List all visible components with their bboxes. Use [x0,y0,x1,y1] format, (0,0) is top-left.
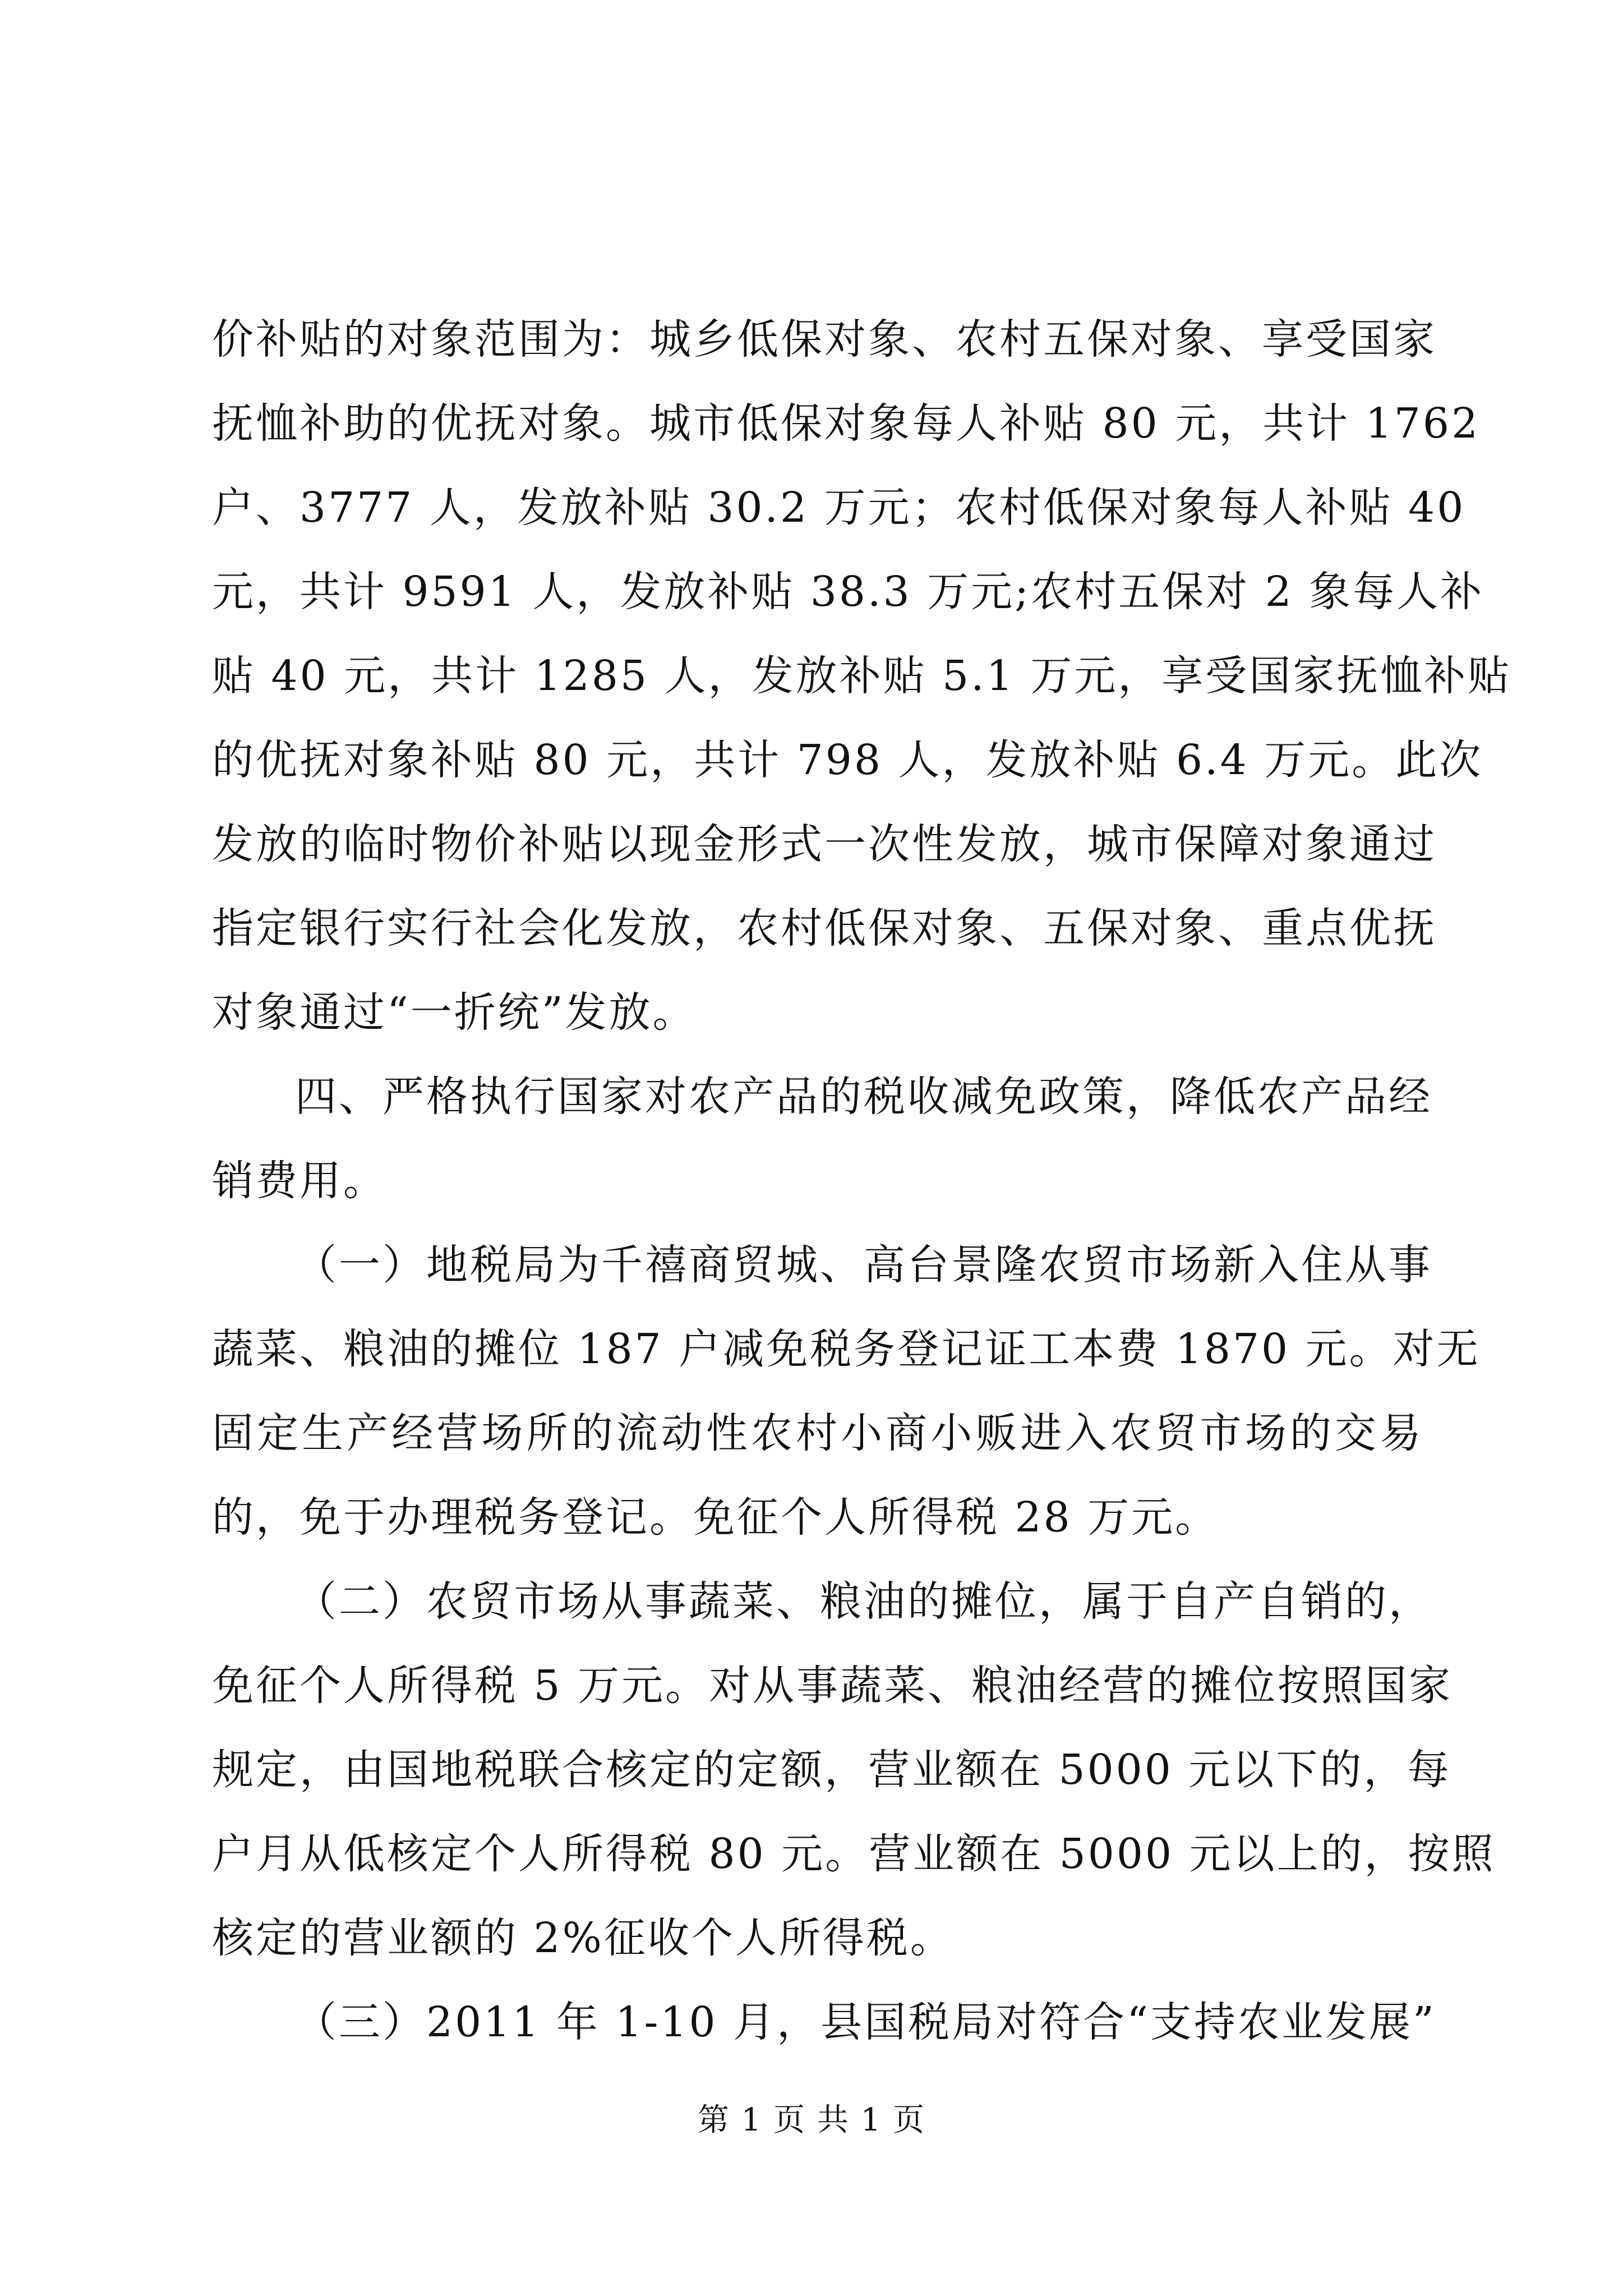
text-line: 蔬菜、粮油的摊位 187 户减免税务登记证工本费 1870 元。对无 [212,1325,1481,1373]
text-line: 对象通过“一折统”发放。 [212,988,697,1037]
text-line: 销费用。 [212,1157,387,1205]
text-line: 的，免于办理税务登记。免征个人所得税 28 万元。 [212,1493,1219,1542]
paragraph [212,1223,1481,1559]
document-body [212,297,1512,2064]
text-line: 四、严格执行国家对农产品的税收减免政策，降低农产品经 [295,1073,1432,1121]
text-line: 免征个人所得税 5 万元。对从事蔬菜、粮油经营的摊位按照国家 [212,1662,1453,1710]
text-line: 固定生产经营场所的流动性农村小商小贩进入农贸市场的交易 [212,1409,1423,1457]
text-line: 户月从低核定个人所得税 80 元。营业额在 5000 元以上的，按照 [212,1830,1496,1878]
text-line: 规定，由国地税联合核定的定额，营业额在 5000 元以下的，每 [212,1746,1451,1794]
text-line: （一）地税局为千禧商贸城、高台景隆农贸市场新入住从事 [295,1241,1432,1289]
text-line: 抚恤补助的优抚对象。城市低保对象每人补贴 80 元，共计 1762 [212,399,1481,448]
text-line: 的优抚对象补贴 80 元，共计 798 人，发放补贴 6.4 万元。此次 [212,736,1483,784]
paragraph [212,1559,1496,1980]
paragraph [212,1980,1436,2064]
text-line: 指定银行实行社会化发放，农村低保对象、五保对象、重点优抚 [212,904,1437,953]
page-footer: 第 1 页 共 1 页 [697,2102,926,2138]
section-heading-paragraph [212,1055,1432,1223]
text-line: （三）2011 年 1-10 月，县国税局对符合“支持农业发展” [295,1998,1436,2046]
text-line: 发放的临时物价补贴以现金形式一次性发放，城市保障对象通过 [212,820,1437,868]
text-line: 户、3777 人，发放补贴 30.2 万元；农村低保对象每人补贴 40 [212,484,1466,532]
text-line: 贴 40 元，共计 1285 人，发放补贴 5.1 万元，享受国家抚恤补贴 [212,652,1512,700]
text-line: 核定的营业额的 2%征收个人所得税。 [212,1914,954,1962]
text-line: 价补贴的对象范围为：城乡低保对象、农村五保对象、享受国家 [212,315,1437,364]
text-line: 元，共计 9591 人，发放补贴 38.3 万元;农村五保对 2 象每人补 [212,568,1484,616]
paragraph [212,297,1512,1055]
text-line: （二）农贸市场从事蔬菜、粮油的摊位，属于自产自销的， [295,1577,1432,1626]
